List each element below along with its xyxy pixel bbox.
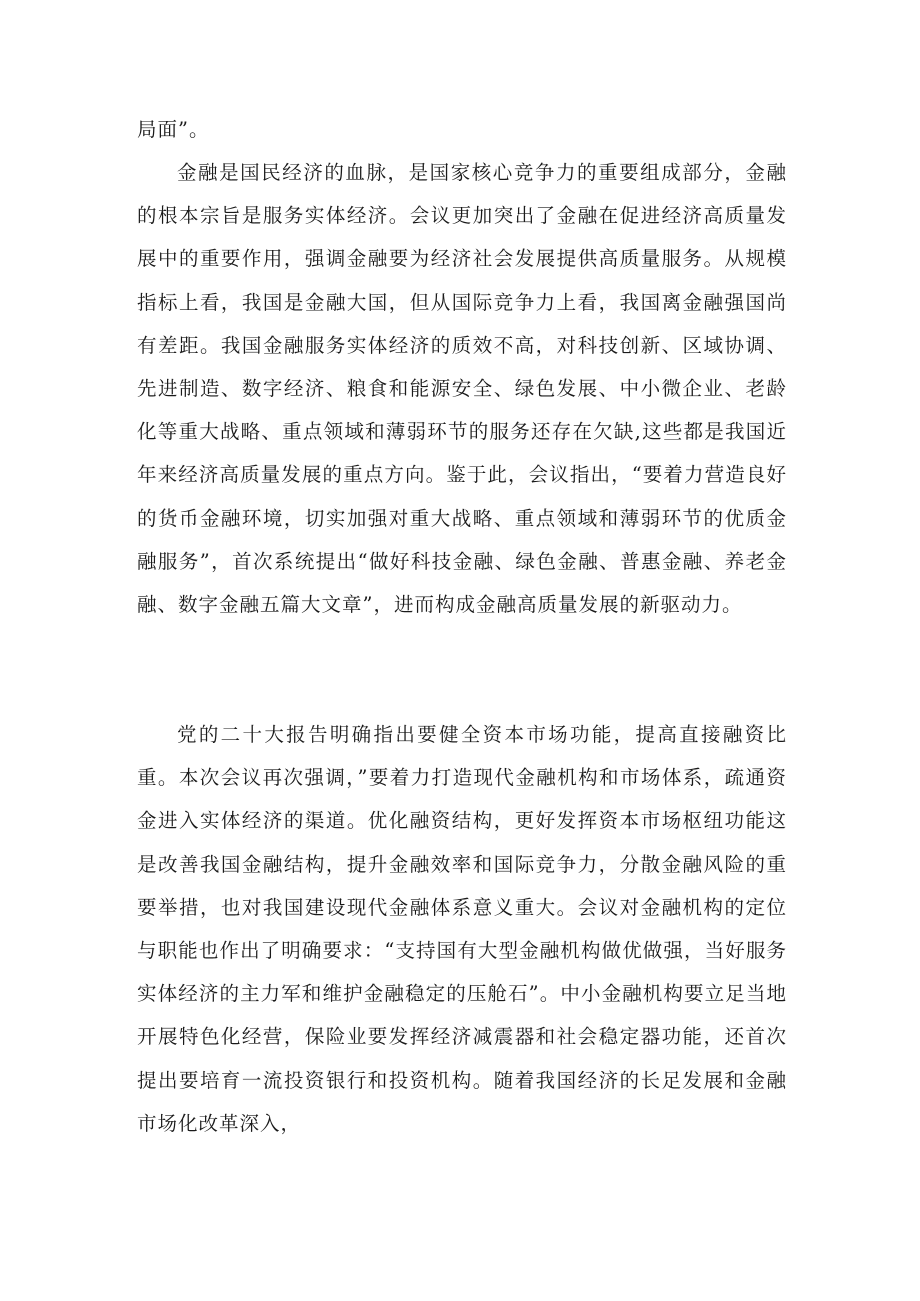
paragraph-continuation: 局面”。 bbox=[137, 118, 210, 141]
paragraph-finance-role: 金融是国民经济的血脉，是国家核心竞争力的重要组成部分，金融的根本宗旨是服务实体经济。会议更加突出了金融在促进经济高质量发展中的重要作用，强调金融要为经济社会发展提供高质量服务。从规模指标上看，我国是金融大国，但从国际竞争力上看，我国离金融强国尚有差距。我国金融服务实体经济的质效不高，对科技创新、区域协调、先进制造、数字经济、粮食和能源安全、绿色发展、中小微企业、老龄化等重大战略、重点领域和薄弱环节的服务还存在欠缺,这些都是我国近年来经济高质量发展的重点方向。鉴于此，会议指出，“要着力营造良好的货币金融环境，切实加强对重大战略、重点领域和薄弱环节的优质金融服务”，首次系统提出“做好科技金融、绿色金融、普惠金融、养老金融、数字金融五篇大文章”，进而构成金融高质量发展的新驱动力。 bbox=[137, 161, 787, 617]
paragraph-capital-market: 党的二十大报告明确指出要健全资本市场功能，提高直接融资比重。本次会议再次强调，”要着力打造现代金融机构和市场体系，疏通资金进入实体经济的渠道。优化融资结构，更好发挥资本市场枢纽功能这是改善我国金融结构，提升金融效率和国际竞争力，分散金融风险的重要举措，也对我国建设现代金融体系意义重大。会议对金融机构的定位与职能也作出了明确要求：“支持国有大型金融机构做优做强，当好服务实体经济的主力军和维护金融稳定的压舱石”。中小金融机构要立足当地开展特色化经营，保险业要发挥经济减震器和社会稳定器功能，还首次提出要培育一流投资银行和投资机构。随着我国经济的长足发展和金融市场化改革深入， bbox=[137, 723, 787, 1135]
